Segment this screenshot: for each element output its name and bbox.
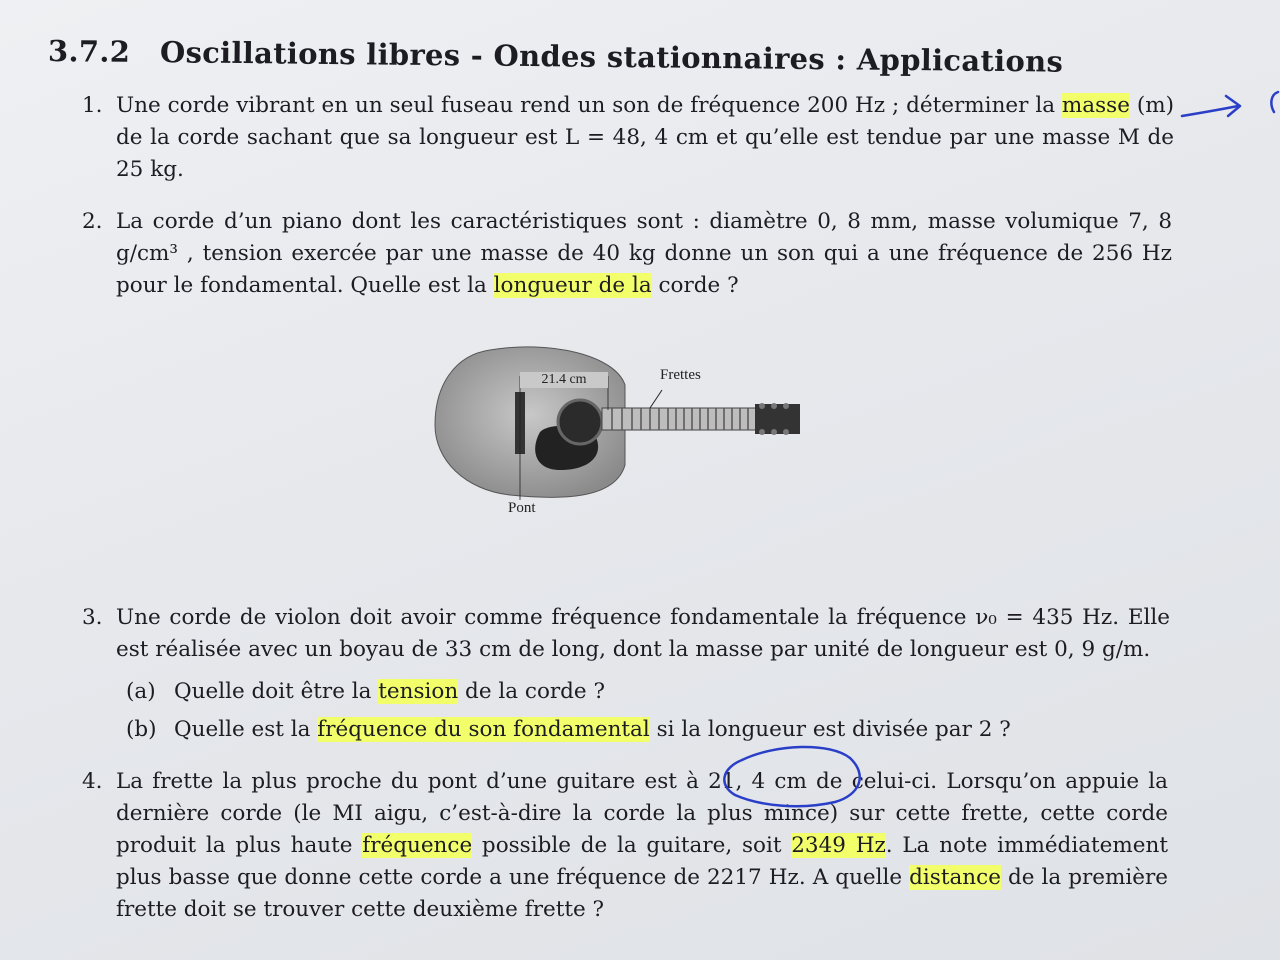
subquestion-text: si la longueur est divisée par 2 ? <box>649 717 1011 742</box>
ink-arrow-icon <box>1182 106 1238 116</box>
section-heading <box>48 34 1063 79</box>
sound-hole <box>558 400 602 444</box>
problem-number: 2. <box>82 209 103 234</box>
problem-4 <box>82 766 1168 926</box>
highlight-longueur: longueur de la <box>493 273 652 298</box>
problem-text-part: . La note immédiatement plus basse que donne cette corde a une fréquence de 2217 Hz. A quelle <box>116 833 1168 890</box>
highlight-frequence-fondamental: fréquence du son fondamental <box>317 717 650 742</box>
highlight-2349hz: 2349 Hz <box>791 833 886 858</box>
ink-arrowhead-icon <box>1226 96 1240 116</box>
problem-text-part: de la première frette doit se trouver cette deuxième frette ? <box>116 865 1169 922</box>
problem-2 <box>82 206 1172 302</box>
guitar-figure <box>430 340 810 525</box>
problem-1 <box>82 90 1174 186</box>
subquestion-b <box>126 714 1170 746</box>
subquestion-label: (b) <box>126 717 157 742</box>
highlight-masse: masse <box>1061 93 1130 118</box>
problem-number: 4. <box>82 769 103 794</box>
problem-text-part: La corde d’un piano dont les caractéristiques sont : diamètre 0, 8 mm, masse volumique 7, 8 g/cm³ , tension exercée par une masse de 40 kg donne un son qui a une fréquence de 256 Hz pour le fondamental. Quelle est la <box>116 209 1172 298</box>
subquestion-text: Quelle est la <box>174 717 318 742</box>
problem-3 <box>82 602 1170 746</box>
subquestion-a <box>126 676 1170 708</box>
guitar-neck <box>602 408 762 430</box>
bridge-label: Pont <box>508 500 536 516</box>
measure-label: 21.4 cm <box>520 372 608 388</box>
problem-text <box>116 206 1172 302</box>
subquestion-label: (a) <box>126 679 156 704</box>
highlight-distance: distance <box>909 865 1001 890</box>
problem-number: 1. <box>82 93 103 118</box>
section-title: Oscillations libres - Ondes stationnaires : Applications <box>159 35 1064 79</box>
problem-text <box>116 90 1174 186</box>
highlight-frequence: fréquence <box>362 833 473 858</box>
highlight-tension: tension <box>378 679 459 704</box>
problem-text <box>116 766 1168 926</box>
subquestion-text: Quelle doit être la <box>174 679 379 704</box>
problem-text-part: La frette la plus proche du pont d’une guitare est à 21, 4 cm de celui-ci. Lorsqu’on appuie la dernière corde (le MI aigu, c’est-à-dire la corde la plus mince) sur cette frette, cette corde produit la plus haute <box>116 769 1168 858</box>
problem-text-part: corde ? <box>651 273 739 298</box>
problem-text-part: possible de la guitare, soit <box>472 833 792 858</box>
problem-text: Une corde de violon doit avoir comme fréquence fondamentale la fréquence ν₀ = 435 Hz. Elle est réalisée avec un boyau de 33 cm de long, dont la masse par unité de longueur est 0, 9 g/m. <box>116 605 1170 662</box>
ink-mark-icon <box>1271 92 1278 112</box>
subquestion-text: de la corde ? <box>458 679 606 704</box>
problem-text-part: (m) de la corde sachant que sa longueur est L = 48, 4 cm et qu’elle est tendue par une masse M de 25 kg. <box>116 93 1174 182</box>
problem-number: 3. <box>82 605 103 630</box>
frets-label: Frettes <box>660 367 701 383</box>
problem-text-part: Une corde vibrant en un seul fuseau rend un son de fréquence 200 Hz ; déterminer la <box>116 93 1062 118</box>
section-number: 3.7.2 <box>47 34 131 69</box>
guitar-drawing <box>430 340 810 525</box>
